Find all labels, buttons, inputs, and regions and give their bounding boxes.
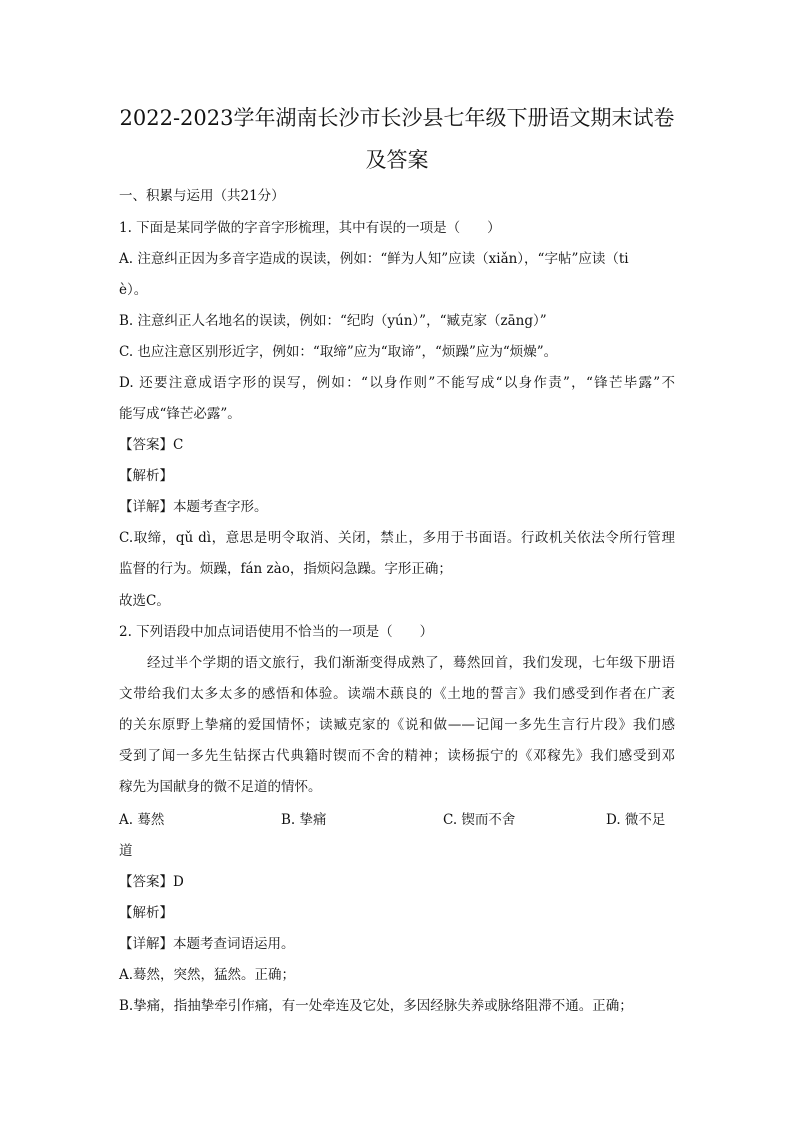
q1-option-d: D. 还要注意成语字形的误写，例如：“以身作则”不能写成“以身作责”，“锋芒毕露”不 <box>119 375 675 391</box>
q2-passage-5: 稼先为国献身的微不足道的情怀。 <box>119 779 322 795</box>
q1-detail: 【详解】本题考查字形。 <box>119 499 268 515</box>
q1-option-b: B. 注意纠正人名地名的误读，例如：“纪昀（yún）”，“臧克家（zāng）” <box>119 313 547 329</box>
q1-stem: 1. 下面是某同学做的字音字形梳理，其中有误的一项是（ ） <box>119 220 501 236</box>
q2-answer: 【答案】D <box>119 874 184 890</box>
q2-analysis-label: 【解析】 <box>119 905 173 921</box>
q1-option-d-cont: 能写成“锋芒必露”。 <box>119 406 241 422</box>
q2-passage-3: 的关东原野上挚痛的爱国情怀；读臧克家的《说和做——记闻一多先生言行片段》我们感 <box>119 717 675 733</box>
q1-option-a-cont: è）。 <box>119 282 148 298</box>
q2-detail: 【详解】本题考查词语运用。 <box>119 936 295 952</box>
q2-passage-1: 经过半个学期的语文旅行，我们渐渐变得成熟了，蓦然回首，我们发现，七年级下册语 <box>147 655 675 671</box>
q2-option-d: D. 微不足 <box>606 812 666 828</box>
q2-passage-2: 文带给我们太多太多的感悟和体验。读端木蕻良的《土地的誓言》我们感受到作者在广袤 <box>119 686 675 702</box>
q1-answer: 【答案】C <box>119 437 184 453</box>
q1-explanation-1: C.取缔，qǔ dì，意思是明令取消、关闭，禁止，多用于书面语。行政机关依法令所行管理 <box>119 530 675 546</box>
q2-passage-4: 受到了闻一多先生钻探古代典籍时锲而不舍的精神；读杨振宁的《邓稼先》我们感受到邓 <box>119 748 675 764</box>
document-title-line2: 及答案 <box>365 148 429 172</box>
section-heading: 一、积累与运用（共21分） <box>119 188 285 204</box>
document-title-line1: 2022-2023学年湖南长沙市长沙县七年级下册语文期末试卷 <box>119 106 675 130</box>
q2-option-c: C. 锲而不舍 <box>443 812 516 828</box>
q1-option-a-text: A. 注意纠正因为多音字造成的误读，例如：“鲜为人知”应读（xiǎn），“字帖”应读（ti <box>119 251 629 267</box>
q2-option-b: B. 挚痛 <box>281 812 327 828</box>
q2-option-a: A. 蓦然 <box>119 812 165 828</box>
q2-explanation-b: B.挚痛，指抽挚牵引作痛，有一处牵连及它处，多因经脉失养或脉络阻滞不通。正确； <box>119 998 633 1014</box>
q1-explanation-2: 监督的行为。烦躁，fán zào，指烦闷急躁。字形正确； <box>119 561 452 577</box>
q1-option-a <box>119 249 675 269</box>
q1-analysis-label: 【解析】 <box>119 468 173 484</box>
q2-stem: 2. 下列语段中加点词语使用不恰当的一项是（ ） <box>119 624 434 640</box>
q1-conclusion: 故选C。 <box>119 593 170 609</box>
q1-option-c: C. 也应注意区别形近字，例如：“取缔”应为“取谛”，“烦躁”应为“烦燥”。 <box>119 344 558 360</box>
q2-option-d-cont: 道 <box>119 843 133 859</box>
q2-explanation-a: A.蓦然，突然，猛然。正确； <box>119 967 296 983</box>
